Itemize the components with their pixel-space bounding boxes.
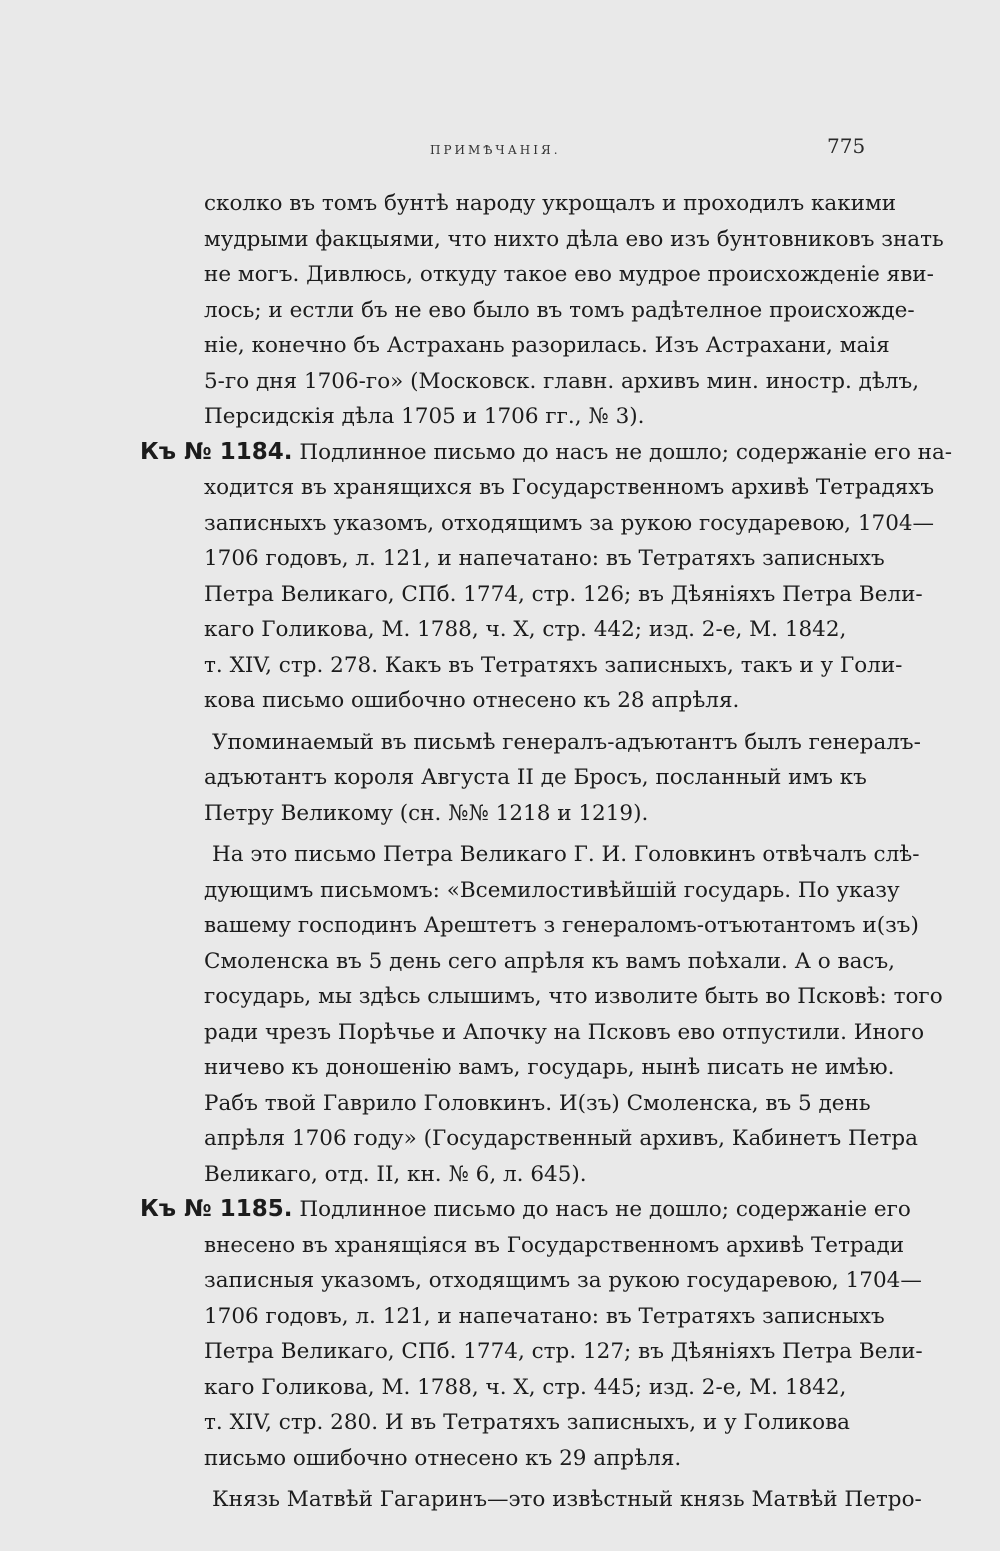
entry-1185 xyxy=(140,1192,911,1228)
text-line: письмо ошибочно отнесено къ 29 апрѣля. xyxy=(204,1445,682,1471)
text-line: Подлинное письмо до насъ не дошло; содержаніе его на- xyxy=(299,439,953,465)
text-line: не могъ. Дивлюсь, откуду такое ево мудрое происхожденіе яви- xyxy=(204,262,934,287)
entry-heading-1184: Къ № 1184. xyxy=(140,438,293,465)
text-line: т. XIV, стр. 278. Какъ въ Тетратяхъ записныхъ, такъ и у Голи- xyxy=(204,652,903,678)
text-line: ничево къ доношенію вамъ, государь, нынѣ писать не имѣю. xyxy=(204,1055,895,1080)
text-line: Великаго, отд. II, кн. № 6, л. 645). xyxy=(204,1161,587,1187)
text-line: т. XIV, стр. 280. И въ Тетратяхъ записныхъ, и у Голикова xyxy=(204,1410,850,1435)
body-text xyxy=(140,186,953,1518)
entry-heading-1185: Къ № 1185. xyxy=(140,1196,293,1222)
text-line: лось; и естли бъ не ево было въ томъ радѣтелное происхожде- xyxy=(204,297,915,323)
text-line: внесено въ хранящіяся въ Государственномъ архивѣ Тетради xyxy=(204,1232,905,1258)
running-head: ПРИМѢЧАНІЯ. xyxy=(430,143,561,157)
text-line: записныхъ указомъ, отходящимъ за рукою государевою, 1704— xyxy=(204,510,935,536)
text-line: Князь Матвѣй Гагаринъ—это извѣстный князь Матвѣй Петро- xyxy=(212,1487,922,1512)
text-line: 1706 годовъ, л. 121, и напечатано: въ Тетратяхъ записныхъ xyxy=(204,1303,885,1329)
text-line: Рабъ твой Гаврило Головкинъ. И(зъ) Смоленска, въ 5 день xyxy=(204,1090,871,1116)
text-line: На это письмо Петра Великаго Г. И. Головкинъ отвѣчалъ слѣ- xyxy=(212,842,920,867)
text-line: 1706 годовъ, л. 121, и напечатано: въ Тетратяхъ записныхъ xyxy=(204,546,885,571)
text-line: мудрыми факцыями, что нихто дѣла ево изъ бунтовниковъ знать xyxy=(204,226,944,252)
text-line: ради чрезъ Порѣчье и Апочку на Псковъ ево отпустили. Иного xyxy=(204,1019,925,1045)
text-line: адъютантъ короля Августа II де Бросъ, посланный имъ къ xyxy=(204,765,867,790)
entry-1184 xyxy=(140,435,953,471)
text-line: Петра Великаго, СПб. 1774, стр. 127; въ Дѣяніяхъ Петра Вели- xyxy=(204,1339,923,1364)
text-line: Упоминаемый въ письмѣ генералъ-адъютантъ былъ генералъ- xyxy=(212,729,921,755)
text-line: вашему господинъ Арештетъ з генераломъ-отъютантомъ и(зъ) xyxy=(204,913,919,938)
text-line: сколко въ томъ бунтѣ народу укрощалъ и проходилъ какими xyxy=(204,191,897,216)
text-line: апрѣля 1706 году» (Государственный архивъ, Кабинетъ Петра xyxy=(204,1126,918,1151)
text-line: записныя указомъ, отходящимъ за рукою государевою, 1704— xyxy=(204,1268,922,1293)
text-line: Персидскія дѣла 1705 и 1706 гг., № 3). xyxy=(204,404,645,429)
text-line: каго Голикова, М. 1788, ч. X, стр. 442; изд. 2-е, М. 1842, xyxy=(204,617,847,642)
text-line: государь, мы здѣсь слышимъ, что изволите быть во Псковѣ: того xyxy=(204,984,943,1009)
text-line: кова письмо ошибочно отнесено къ 28 апрѣля. xyxy=(204,688,740,713)
text-line: ніе, конечно бъ Астрахань разорилась. Изъ Астрахани, маія xyxy=(204,333,890,358)
page-number: 775 xyxy=(827,134,866,158)
text-line: Подлинное письмо до насъ не дошло; содержаніе его xyxy=(299,1197,911,1222)
text-line: Смоленска въ 5 день сего апрѣля къ вамъ поѣхали. А о васъ, xyxy=(204,948,895,974)
text-line: Петру Великому (сн. №№ 1218 и 1219). xyxy=(204,800,649,826)
text-line: ходится въ хранящихся въ Государственномъ архивѣ Тетрадяхъ xyxy=(204,475,935,500)
text-line: 5-го дня 1706-го» (Московск. главн. архивъ мин. иностр. дѣлъ, xyxy=(204,368,920,394)
text-line: Петра Великаго, СПб. 1774, стр. 126; въ Дѣяніяхъ Петра Вели- xyxy=(204,581,923,607)
text-line: дующимъ письмомъ: «Всемилостивѣйшій государь. По указу xyxy=(204,877,900,903)
text-line: каго Голикова, М. 1788, ч. X, стр. 445; изд. 2-е, М. 1842, xyxy=(204,1374,847,1400)
